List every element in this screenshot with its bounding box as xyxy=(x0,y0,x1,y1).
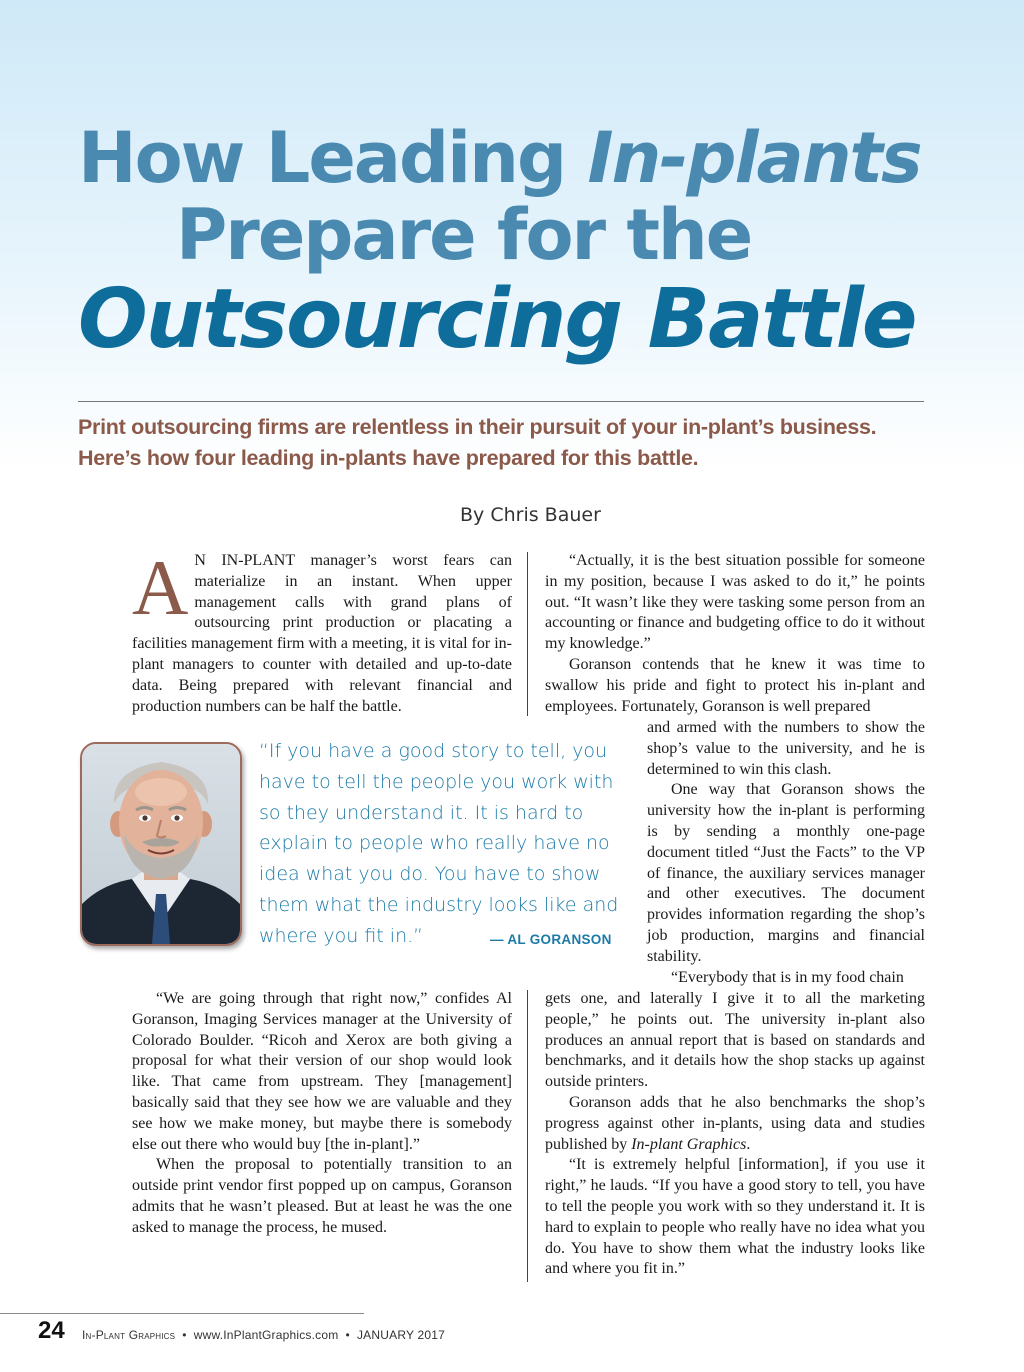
lead-paragraph xyxy=(132,544,512,717)
headline-line-1-italic: In-plants xyxy=(587,117,921,199)
body-text: Goranson adds that he also benchmarks the shop’s progress against other in-plants, using data and studies published by xyxy=(545,1093,925,1153)
body-paragraph: “Everybody that is in my food chain xyxy=(671,968,904,986)
footer-bullet: • xyxy=(182,1328,187,1342)
headline-divider xyxy=(78,401,924,402)
author-photo xyxy=(80,742,242,946)
body-text: . xyxy=(746,1135,751,1153)
portrait-image xyxy=(82,744,240,944)
pull-quote: “If you have a good story to tell, you have to tell the people you work with so they understand it. It is hard to explain to people who really have no idea what you do. You have to show them what the industry looks like and where you fit in.” xyxy=(259,740,619,947)
footer-website: www.InPlantGraphics.com xyxy=(193,1328,339,1342)
drop-cap: A xyxy=(132,544,189,631)
body-paragraph: “It is extremely helpful [information], if you use it right,” he lauds. “If you have a good story to tell, you have to tell the people you work with so they understand it. It is hard to explain to people who really have no idea what you do. You have to show them what the industry looks like and where you fit in.” xyxy=(545,1156,925,1278)
headline-line-3: Outsourcing Battle xyxy=(78,272,916,367)
left-column-continued xyxy=(132,989,512,1239)
body-paragraph-continued: gets one, and laterally I give it to all the marketing people,” he points out. The university in-plant also produces an annual report that is based on standards and benchmarks, and it details how the shop stacks up against outside printers. xyxy=(545,990,925,1091)
column-divider-top xyxy=(527,552,528,716)
footer-publication: In-Plant Graphics xyxy=(82,1328,176,1342)
lead-text: manager’s worst fears can materialize in an instant. When upper management calls with grand plans of outsourcing print production or placating a facilities management firm with a meeting, it is vital for in-plant managers to counter with detailed and up-to-date data. Being prepared with relevant financial and production numbers can be half the battle. xyxy=(132,552,512,715)
lead-intro: N IN-PLANT xyxy=(194,552,296,569)
right-column-top xyxy=(545,551,925,717)
article-deck xyxy=(78,412,958,474)
footer-bullet: • xyxy=(345,1328,350,1342)
body-paragraph: “We are going through that right now,” confides Al Goranson, Imaging Services manager at the University of Colorado Boulder. “Ricoh and Xerox are both giving a proposal for what their version of our shop would look like. That came from upstream. They [management] basically said that they see how we are valuable and they see how we make money, but maybe there is somebody else out there who would buy [the in-plant].” xyxy=(132,990,512,1153)
left-column-lead xyxy=(132,544,512,717)
body-paragraph: One way that Goranson shows the university how the in-plant is performing is by sending a monthly one-page document titled “Just the Facts” to the VP of finance, the auxiliary services manager and other executives. The document provides information regarding the shop’s job production, margins and financial stability. xyxy=(647,781,925,965)
body-paragraph: “Actually, it is the best situation possible for someone in my position, because I was asked to do it,” he points out. “It wasn’t like they were tasking some person from an accounting or finance and budgeting office to do it without my knowledge.” xyxy=(545,552,925,653)
deck-line-2: Here’s how four leading in-plants have prepared for this battle. xyxy=(78,446,699,470)
headline-line-2: Prepare for the xyxy=(176,194,752,276)
body-paragraph-continued: and armed with the numbers to show the shop’s value to the university, and he is determined to win this clash. xyxy=(647,719,925,778)
body-paragraph xyxy=(545,1093,925,1155)
body-paragraph: Goranson contends that he knew it was time to swallow his pride and fight to protect his in-plant and employees. Fortunately, Goranson is well prepared xyxy=(545,655,925,715)
headline-line-1 xyxy=(78,118,958,198)
body-paragraph: When the proposal to potentially transition to an outside print vendor first popped up on campus, Goranson admits that he wasn’t pleased. But at least he was the one asked to manage the process, he mused. xyxy=(132,1156,512,1236)
footer-issue: JANUARY 2017 xyxy=(356,1328,445,1342)
pull-quote-attribution: — AL GORANSON xyxy=(490,932,612,947)
byline: By Chris Bauer xyxy=(460,504,601,526)
right-column-bottom xyxy=(545,989,925,1280)
publication-name: In-plant Graphics xyxy=(631,1135,747,1153)
article-headline xyxy=(78,118,958,368)
right-column-narrow xyxy=(647,718,925,988)
footer-line xyxy=(82,1328,445,1342)
page-number: 24 xyxy=(38,1317,65,1344)
deck-line-1: Print outsourcing firms are relentless in their pursuit of your in-plant’s business. xyxy=(78,415,877,439)
headline-line-1-text: How Leading xyxy=(78,117,588,199)
column-divider-bottom xyxy=(527,990,528,1282)
footer-rule xyxy=(0,1313,364,1314)
